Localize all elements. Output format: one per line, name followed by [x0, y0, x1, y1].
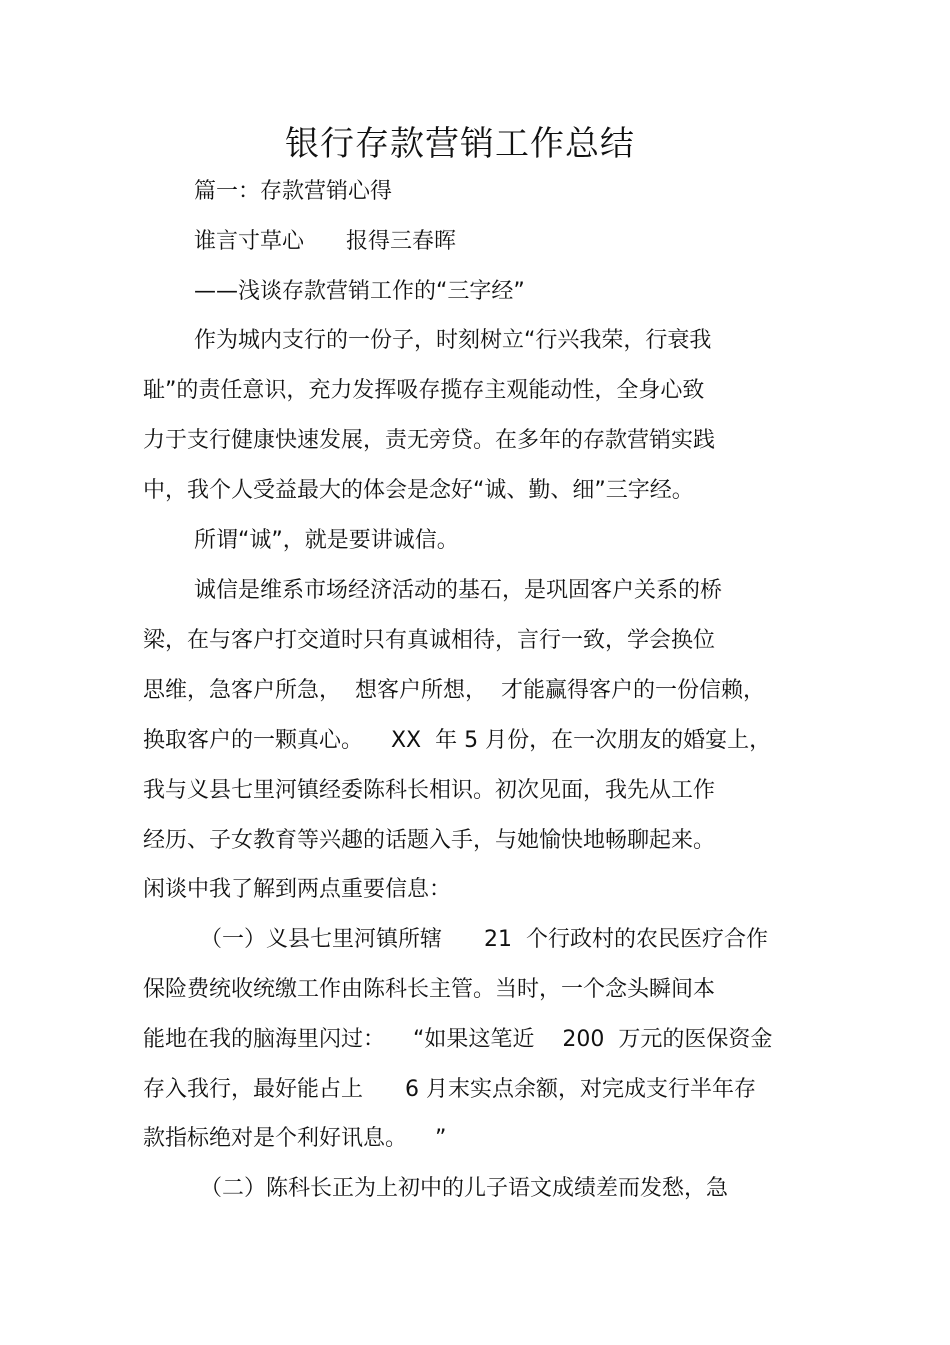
text-line: 诚信是维系市场经济活动的基石，是巩固客户关系的桥 — [194, 578, 723, 603]
text-line: 所谓“诚”，就是要讲诚信。 — [194, 528, 459, 553]
text-line: ——浅谈存款营销工作的“三字经” — [194, 279, 525, 304]
text-line: 闲谈中我了解到两点重要信息： — [143, 877, 452, 902]
text-line: 耻”的责任意识，充力发挥吸存揽存主观能动性，全身心致 — [143, 378, 705, 403]
text-line: 经历、子女教育等兴趣的话题入手，与她愉快地畅聊起来。 — [143, 828, 716, 853]
text-line: 换取客户的一颗真心。 XX 年 5 月份，在一次朋友的婚宴上， — [143, 728, 772, 753]
text-line: 存入我行，最好能占上 6 月末实点余额，对完成支行半年存 — [143, 1077, 756, 1102]
text-line: 思维，急客户所急， 想客户所想， 才能赢得客户的一份信赖， — [143, 678, 765, 703]
text-line: 我与义县七里河镇经委陈科长相识。初次见面，我先从工作 — [143, 778, 716, 803]
text-line: 保险费统收统缴工作由陈科长主管。当时，一个念头瞬间本 — [143, 977, 716, 1002]
text-line: （一）义县七里河镇所辖 21 个行政村的农民医疗合作 — [200, 927, 768, 952]
text-line: 谁言寸草心 报得三春晖 — [194, 229, 456, 254]
text-line: （二）陈科长正为上初中的儿子语文成绩差而发愁，急 — [200, 1176, 729, 1201]
text-line: 款指标绝对是个利好讯息。 ” — [143, 1126, 447, 1151]
text-line: 中，我个人受益最大的体会是念好“诚、勤、细”三字经。 — [143, 478, 694, 503]
text-line: 能地在我的脑海里闪过： “如果这笔近 200 万元的医保资金 — [143, 1027, 773, 1052]
text-line: 篇一：存款营销心得 — [194, 179, 393, 204]
text-line: 作为城内支行的一份子，时刻树立“行兴我荣，行衰我 — [194, 328, 712, 353]
text-line: 力于支行健康快速发展，责无旁贷。在多年的存款营销实践 — [143, 428, 716, 453]
text-line: 梁，在与客户打交道时只有真诚相待，言行一致，学会换位 — [143, 628, 716, 653]
document-title: 银行存款营销工作总结 — [285, 124, 635, 164]
